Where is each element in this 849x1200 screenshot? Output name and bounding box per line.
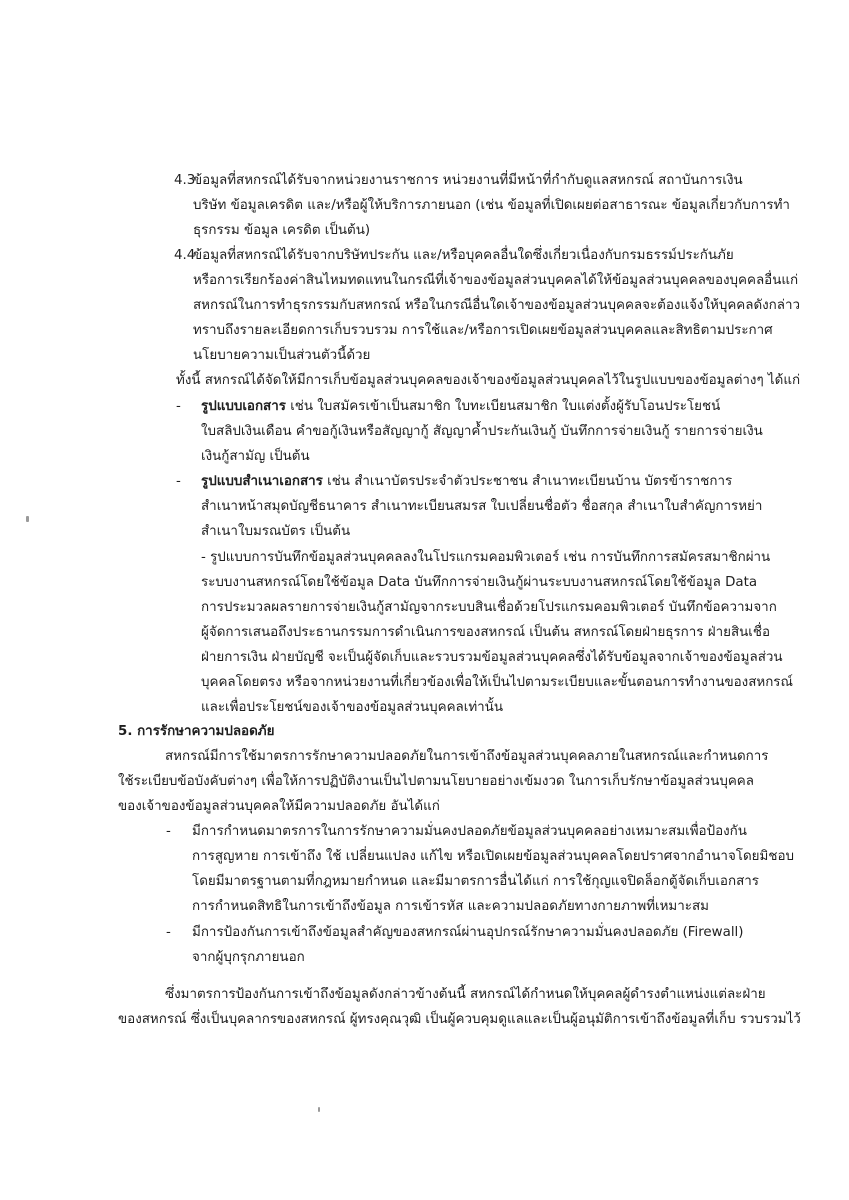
item-4-4-line: ทราบถึงรายละเอียดการเก็บรวบรวม การใช้และ/หรือการเปิดเผยข้อมูลส่วนบุคคลและสิทธิตามประกาศ <box>193 323 773 338</box>
item-4-3-line: ธุรกรรม ข้อมูล เครดิต เป็นต้น) <box>193 223 371 238</box>
section-5-para-line: ของเจ้าของข้อมูลส่วนบุคคลให้มีความปลอดภัย อันได้แก่ <box>118 799 440 814</box>
bullet-first-line: เช่น ใบสมัครเข้าเป็นสมาชิก ใบทะเบียนสมาชิก ใบแต่งตั้งผู้รับโอนประโยชน์ <box>285 399 721 414</box>
bullet-line: ใบสลิปเงินเดือน คำขอกู้เงินหรือสัญญากู้ สัญญาค้ำประกันเงินกู้ บันทึกการจ่ายเงินกู้ รายการจ่ายเงิน <box>201 424 763 439</box>
computer-para-line: ระบบงานสหกรณ์โดยใช้ข้อมูล Data บันทึกการจ่ายเงินกู้ผ่านระบบงานสหกรณ์โดยใช้ข้อมูล Data <box>201 575 758 590</box>
bullet-marker: - <box>176 474 181 489</box>
bullet-marker: - <box>166 824 171 839</box>
security-bullet-line: การกำหนดสิทธิในการเข้าถึงข้อมูล การเข้ารหัส และความปลอดภัยทางกายภาพที่เหมาะสม <box>192 899 709 914</box>
computer-para-line: การประมวลผลรายการจ่ายเงินกู้สามัญจากระบบสินเชื่อด้วยโปรแกรมคอมพิวเตอร์ บันทึกข้อความจาก <box>201 600 777 615</box>
bullet-heading: รูปแบบสำเนาเอกสาร <box>201 474 323 489</box>
bullet-marker: - <box>166 925 171 940</box>
computer-para-line: และเพื่อประโยชน์ของเจ้าของข้อมูลส่วนบุคคลเท่านั้น <box>201 700 503 715</box>
bullet-marker: - <box>176 399 181 414</box>
item-4-3-line: ข้อมูลที่สหกรณ์ได้รับจากหน่วยงานราชการ หน่วยงานที่มีหน้าที่กำกับดูแลสหกรณ์ สถาบันการเงิน <box>193 173 743 188</box>
closing-para-line: ของสหกรณ์ ซึ่งเป็นบุคลากรของสหกรณ์ ผู้ทรงคุณวุฒิ เป็นผู้ควบคุมดูแลและเป็นผู้อนุมัติการเข้าถึงข้อมูลที่เก็บ รวบรวมไว้ <box>118 1012 801 1027</box>
security-bullet-line: การสูญหาย การเข้าถึง ใช้ เปลี่ยนแปลง แก้ไข หรือเปิดเผยข้อมูลส่วนบุคคลโดยปราศจากอำนาจโดยมิชอบ <box>192 849 794 864</box>
bullet-heading: รูปแบบเอกสาร <box>201 399 286 414</box>
bullet-document-form <box>201 397 720 417</box>
scan-speck <box>26 516 29 522</box>
item-4-4-line: ข้อมูลที่สหกรณ์ได้รับจากบริษัทประกัน และ/หรือบุคคลอื่นใดซึ่งเกี่ยวเนื่องกับกรมธรรม์ประกันภัย <box>193 248 734 263</box>
item-4-4-line: สหกรณ์ในการทำธุรกรรมกับสหกรณ์ หรือในกรณีอื่นใดเจ้าของข้อมูลส่วนบุคคลจะต้องแจ้งให้บุคคลดังกล่าว <box>193 298 801 313</box>
data-forms-intro: ทั้งนี้ สหกรณ์ได้จัดให้มีการเก็บข้อมูลส่วนบุคคลของเจ้าของข้อมูลส่วนบุคคลไว้ในรูปแบบของข้อมูลต่างๆ ได้แก่ <box>176 373 801 388</box>
section-5-para-line: ใช้ระเบียบข้อบังคับต่างๆ เพื่อให้การปฏิบัติงานเป็นไปตามนโยบายอย่างเข้มงวด ในการเก็บรักษาข้อมูลส่วนบุคคล <box>118 774 754 789</box>
item-4-3-number: 4.3 <box>174 173 196 188</box>
computer-para-line: บุคคลโดยตรง หรือจากหน่วยงานที่เกี่ยวข้องเพื่อให้เป็นไปตามระเบียบและขั้นตอนการทำงานของสหกรณ์ <box>201 675 793 690</box>
bullet-line: สำเนาหน้าสมุดบัญชีธนาคาร สำเนาทะเบียนสมรส ใบเปลี่ยนชื่อตัว ชื่อสกุล สำเนาใบสำคัญการหย่า <box>201 499 763 514</box>
security-bullet-line: โดยมีมาตรฐานตามที่กฎหมายกำหนด และมีมาตรการอื่นได้แก่ การใช้กุญแจปิดล็อกตู้จัดเก็บเอกสาร <box>192 874 759 889</box>
scan-speck <box>318 1107 320 1112</box>
bullet-line: เงินกู้สามัญ เป็นต้น <box>201 449 310 464</box>
section-5-para-line: สหกรณ์มีการใช้มาตรการรักษาความปลอดภัยในการเข้าถึงข้อมูลส่วนบุคคลภายในสหกรณ์และกำหนดการ <box>165 749 769 764</box>
computer-para-line: ฝ่ายการเงิน ฝ่ายบัญชี จะเป็นผู้จัดเก็บและรวบรวมข้อมูลส่วนบุคคลซึ่งได้รับข้อมูลจากเจ้าของข้อมูลส่วน <box>201 650 783 665</box>
item-4-4-line: หรือการเรียกร้องค่าสินไหมทดแทนในกรณีที่เจ้าของข้อมูลส่วนบุคคลได้ให้ข้อมูลส่วนบุคคลของบุคคลอื่นแก่ <box>193 273 799 288</box>
computer-para-line: ผู้จัดการเสนอถึงประธานกรรมการดำเนินการของสหกรณ์ เป็นต้น สหกรณ์โดยฝ่ายธุรการ ฝ่ายสินเชื่อ <box>201 625 770 640</box>
computer-para-line: - รูปแบบการบันทึกข้อมูลส่วนบุคคลลงในโปรแกรมคอมพิวเตอร์ เช่น การบันทึกการสมัครสมาชิกผ่าน <box>201 550 771 565</box>
closing-para-line: ซึ่งมาตรการป้องกันการเข้าถึงข้อมูลดังกล่าวข้างต้นนี้ สหกรณ์ได้กำหนดให้บุคคลผู้ดำรงตำแหน่งแต่ละฝ่าย <box>165 987 766 1002</box>
security-bullet-line: มีการกำหนดมาตรการในการรักษาความมั่นคงปลอดภัยข้อมูลส่วนบุคคลอย่างเหมาะสมเพื่อป้องกัน <box>192 824 747 839</box>
bullet-copy-form <box>201 472 732 492</box>
item-4-3-line: บริษัท ข้อมูลเครดิต และ/หรือผู้ให้บริการภายนอก (เช่น ข้อมูลที่เปิดเผยต่อสาธารณะ ข้อมูลเกี่ยวกับการทำ <box>193 198 790 213</box>
section-5-heading: 5. การรักษาความปลอดภัย <box>118 724 275 739</box>
bullet-line: สำเนาใบมรณบัตร เป็นต้น <box>201 524 351 539</box>
security-bullet-line: มีการป้องกันการเข้าถึงข้อมูลสำคัญของสหกรณ์ผ่านอุปกรณ์รักษาความมั่นคงปลอดภัย (Firewall) <box>192 925 744 940</box>
item-4-4-number: 4.4 <box>174 248 196 263</box>
bullet-first-line: เช่น สำเนาบัตรประจำตัวประชาชน สำเนาทะเบียนบ้าน บัตรข้าราชการ <box>322 474 733 489</box>
security-bullet-line: จากผู้บุกรุกภายนอก <box>192 950 305 965</box>
item-4-4-line: นโยบายความเป็นส่วนตัวนี้ด้วย <box>193 348 371 363</box>
